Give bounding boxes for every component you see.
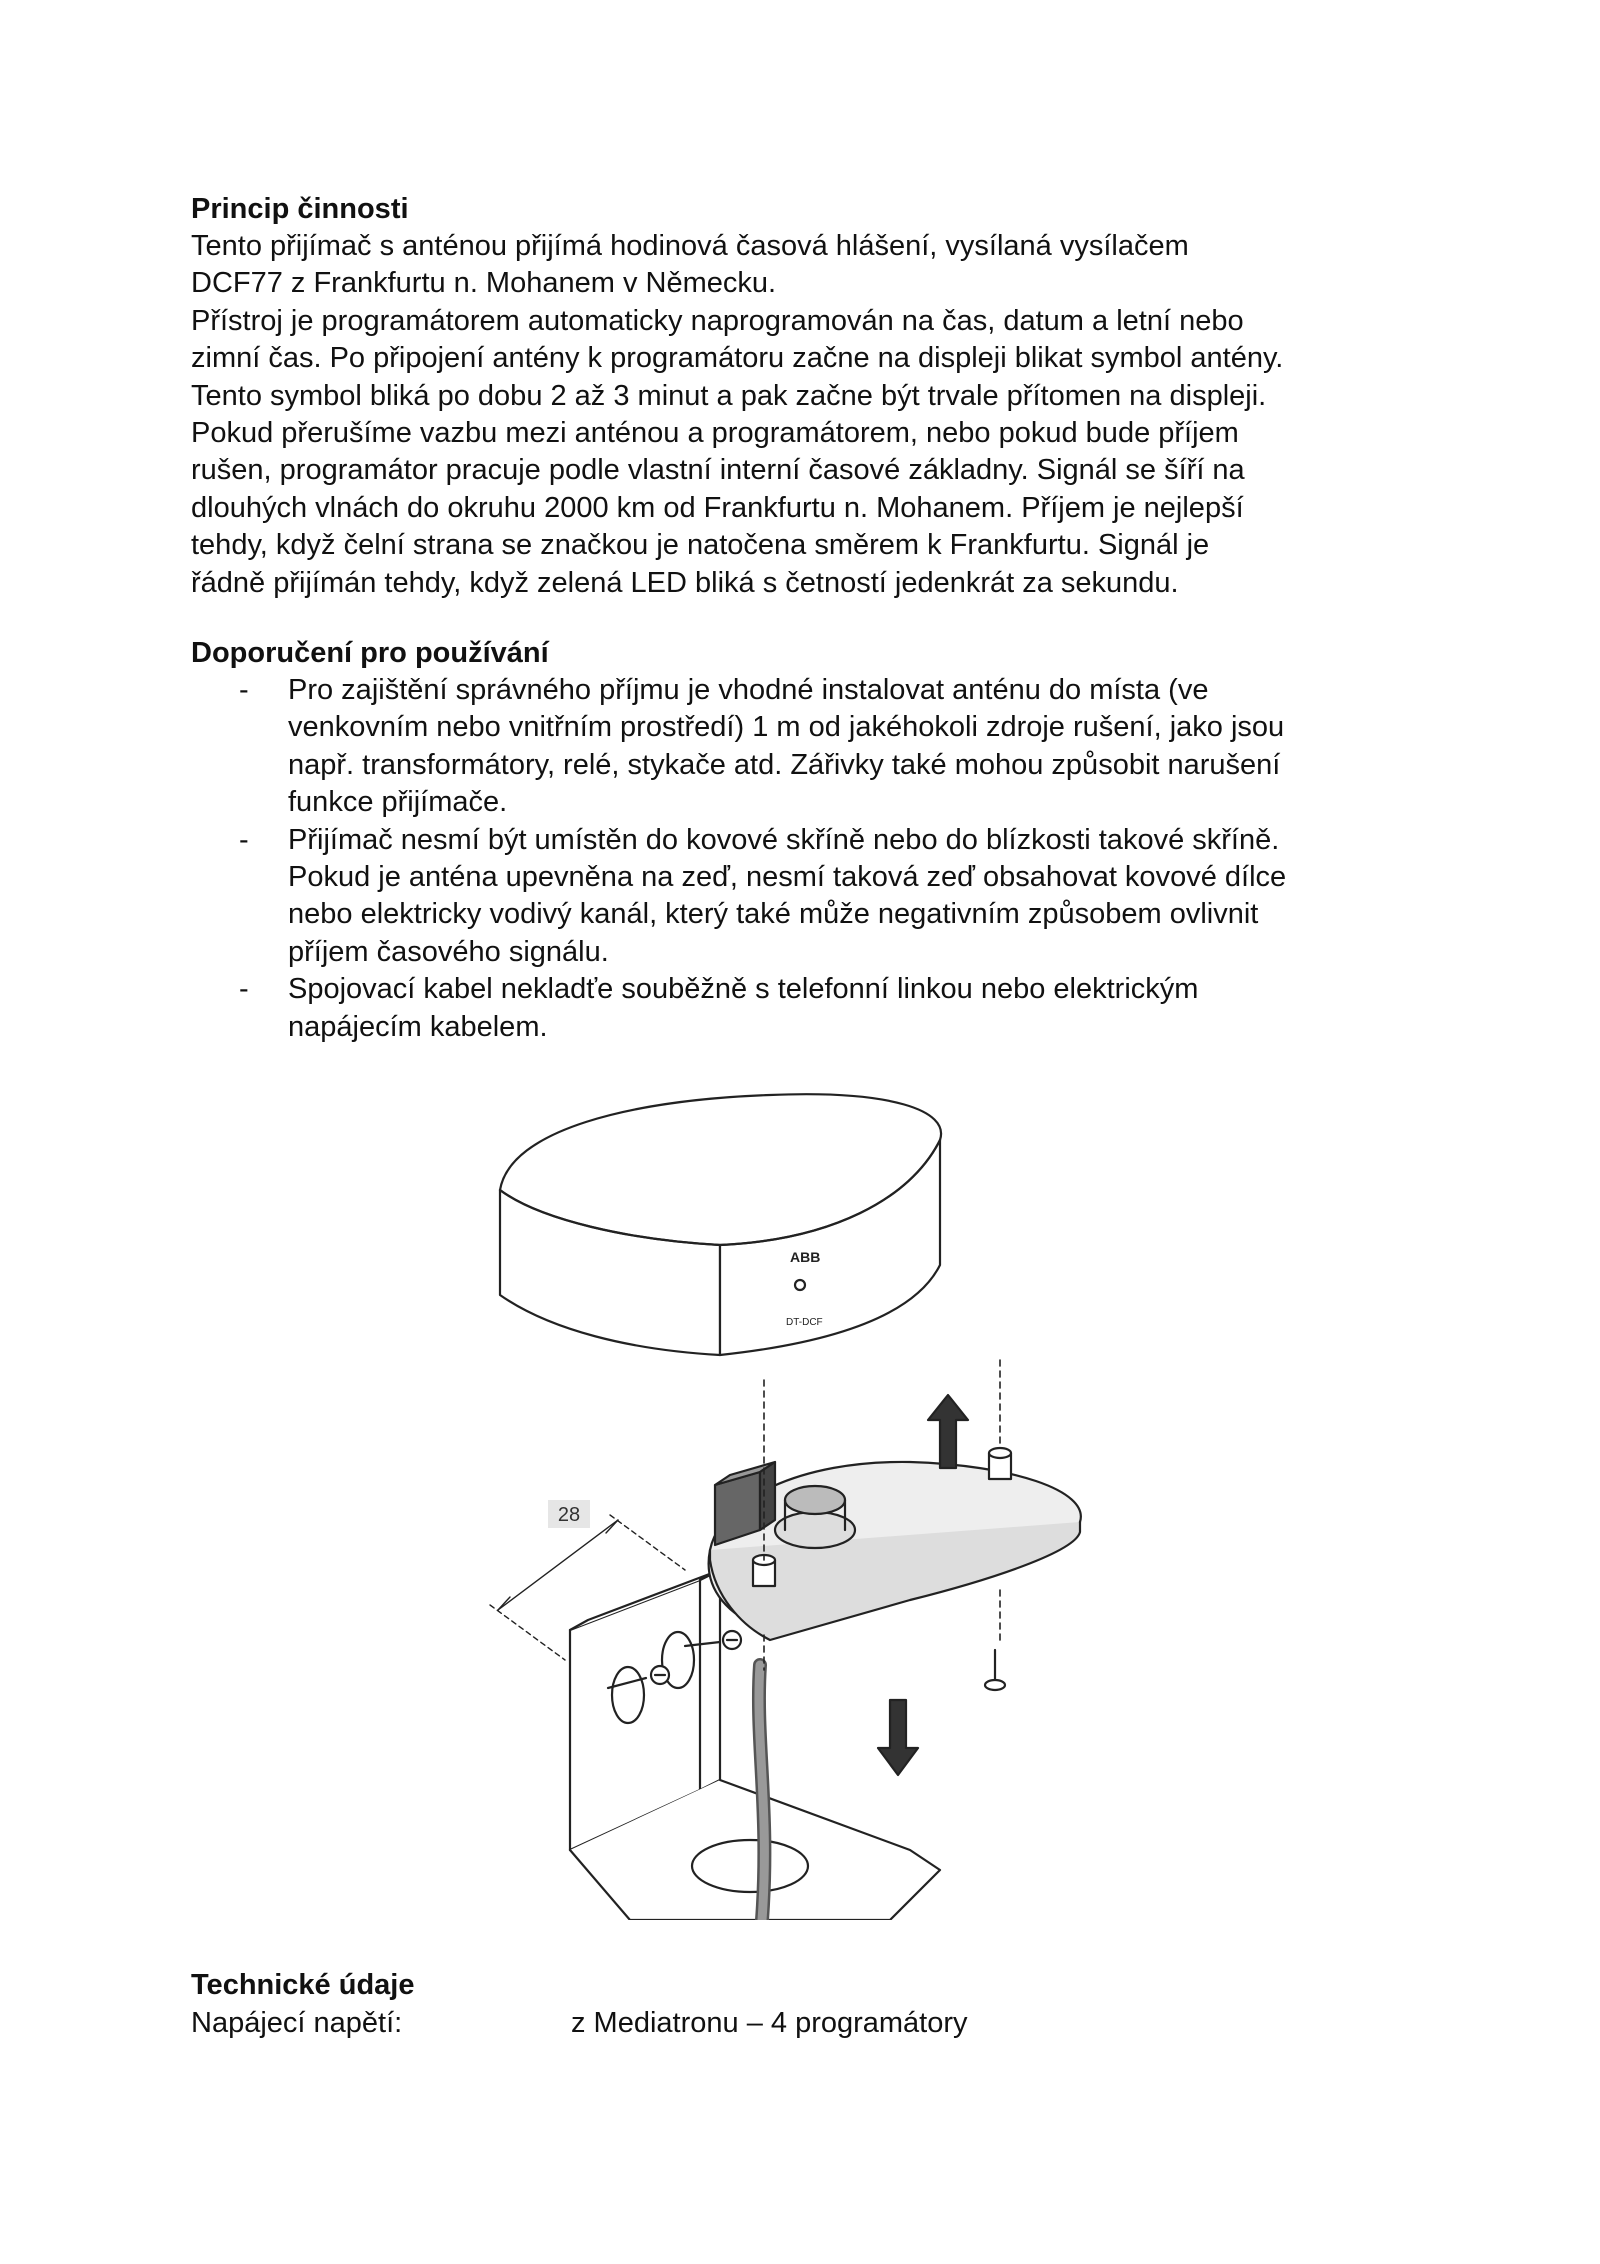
abb-logo: ABB [790, 1249, 821, 1265]
principle-line: zimní čas. Po připojení antény k programátoru začne na displeji blikat symbol antény. [191, 342, 1284, 375]
spec-row [191, 2004, 1441, 2042]
list-dash: - [239, 823, 249, 856]
list-item [191, 971, 1441, 1046]
recommendations-list [191, 672, 1441, 1046]
list-item-line: funkce přijímače. [288, 786, 508, 819]
principle-line: DCF77 z Frankfurtu n. Mohanem v Německu. [191, 267, 777, 300]
up-arrow-icon [928, 1395, 968, 1468]
dimension-label: 28 [557, 1504, 581, 1526]
list-item-line: nebo elektricky vodivý kanál, který také může negativním způsobem ovlivnit [288, 898, 1259, 931]
principle-line: dlouhých vlnách do okruhu 2000 km od Frankfurtu n. Mohanem. Příjem je nejlepší [191, 491, 1244, 524]
spec-value: z Mediatronu – 4 programátory [571, 2007, 968, 2039]
principle-line: Tento přijímač s anténou přijímá hodinová časová hlášení, vysílaná vysílačem [191, 230, 1189, 262]
principle-line: tehdy, když čelní strana se značkou je natočena směrem k Frankfurtu. Signál je [191, 529, 1210, 562]
antenna-coil [775, 1512, 855, 1548]
list-item [191, 672, 1441, 822]
principle-heading: Princip činnosti [191, 193, 409, 225]
list-item-line: Pokud je anténa upevněna na zeď, nesmí taková zeď obsahovat kovové dílce [288, 861, 1287, 894]
principle-line: Přístroj je programátorem automaticky naprogramován na čas, datum a letní nebo [191, 304, 1244, 337]
principle-line: Pokud přerušíme vazbu mezi anténou a programátorem, nebo pokud bude příjem [191, 417, 1239, 450]
down-arrow-icon [878, 1700, 918, 1775]
standoff [989, 1448, 1011, 1479]
list-item-line: Pro zajištění správného příjmu je vhodné instalovat anténu do místa (ve [288, 674, 1209, 706]
spec-label: Napájecí napětí: [191, 2007, 403, 2039]
list-dash: - [239, 973, 249, 1006]
list-dash: - [239, 674, 249, 706]
recommendations-section [191, 634, 1441, 1046]
principle-line: řádně přijímán tehdy, když zelená LED bliká s četností jedenkrát za sekundu. [191, 566, 1179, 599]
list-item-line: Spojovací kabel nekladťe souběžně s telefonní linkou nebo elektrickým [288, 973, 1199, 1006]
list-item [191, 822, 1441, 972]
list-item-line: venkovním nebo vnitřním prostředí) 1 m od jakéhokoli zdroje rušení, jako jsou [288, 711, 1285, 744]
technical-section [191, 1966, 1441, 2042]
principle-paragraph [191, 228, 1441, 602]
fixing-screw [985, 1650, 1005, 1690]
list-item-line: napájecím kabelem. [288, 1010, 548, 1043]
list-item-line: Přijímač nesmí být umístěn do kovové skříně nebo do blízkosti takové skříně. [288, 823, 1280, 856]
technical-heading: Technické údaje [191, 1969, 415, 2001]
model-label: DT-DCF [786, 1317, 823, 1328]
antenna-housing [500, 1094, 941, 1355]
recommendations-heading: Doporučení pro používání [191, 637, 549, 669]
list-item-line: např. transformátory, relé, stykače atd. Zářivky také mohou způsobit narušení [288, 748, 1281, 781]
principle-line: rušen, programátor pracuje podle vlastní interní časové základny. Signál se šíří na [191, 454, 1245, 487]
principle-section [191, 190, 1441, 602]
principle-line: Tento symbol bliká po dobu 2 až 3 minut a pak začne být trvale přítomen na displeji. [191, 379, 1267, 412]
antenna-illustration-svg [470, 1090, 1130, 1920]
antenna-mounting-illustration [470, 1090, 1130, 1920]
list-item-line: příjem časového signálu. [288, 935, 609, 968]
